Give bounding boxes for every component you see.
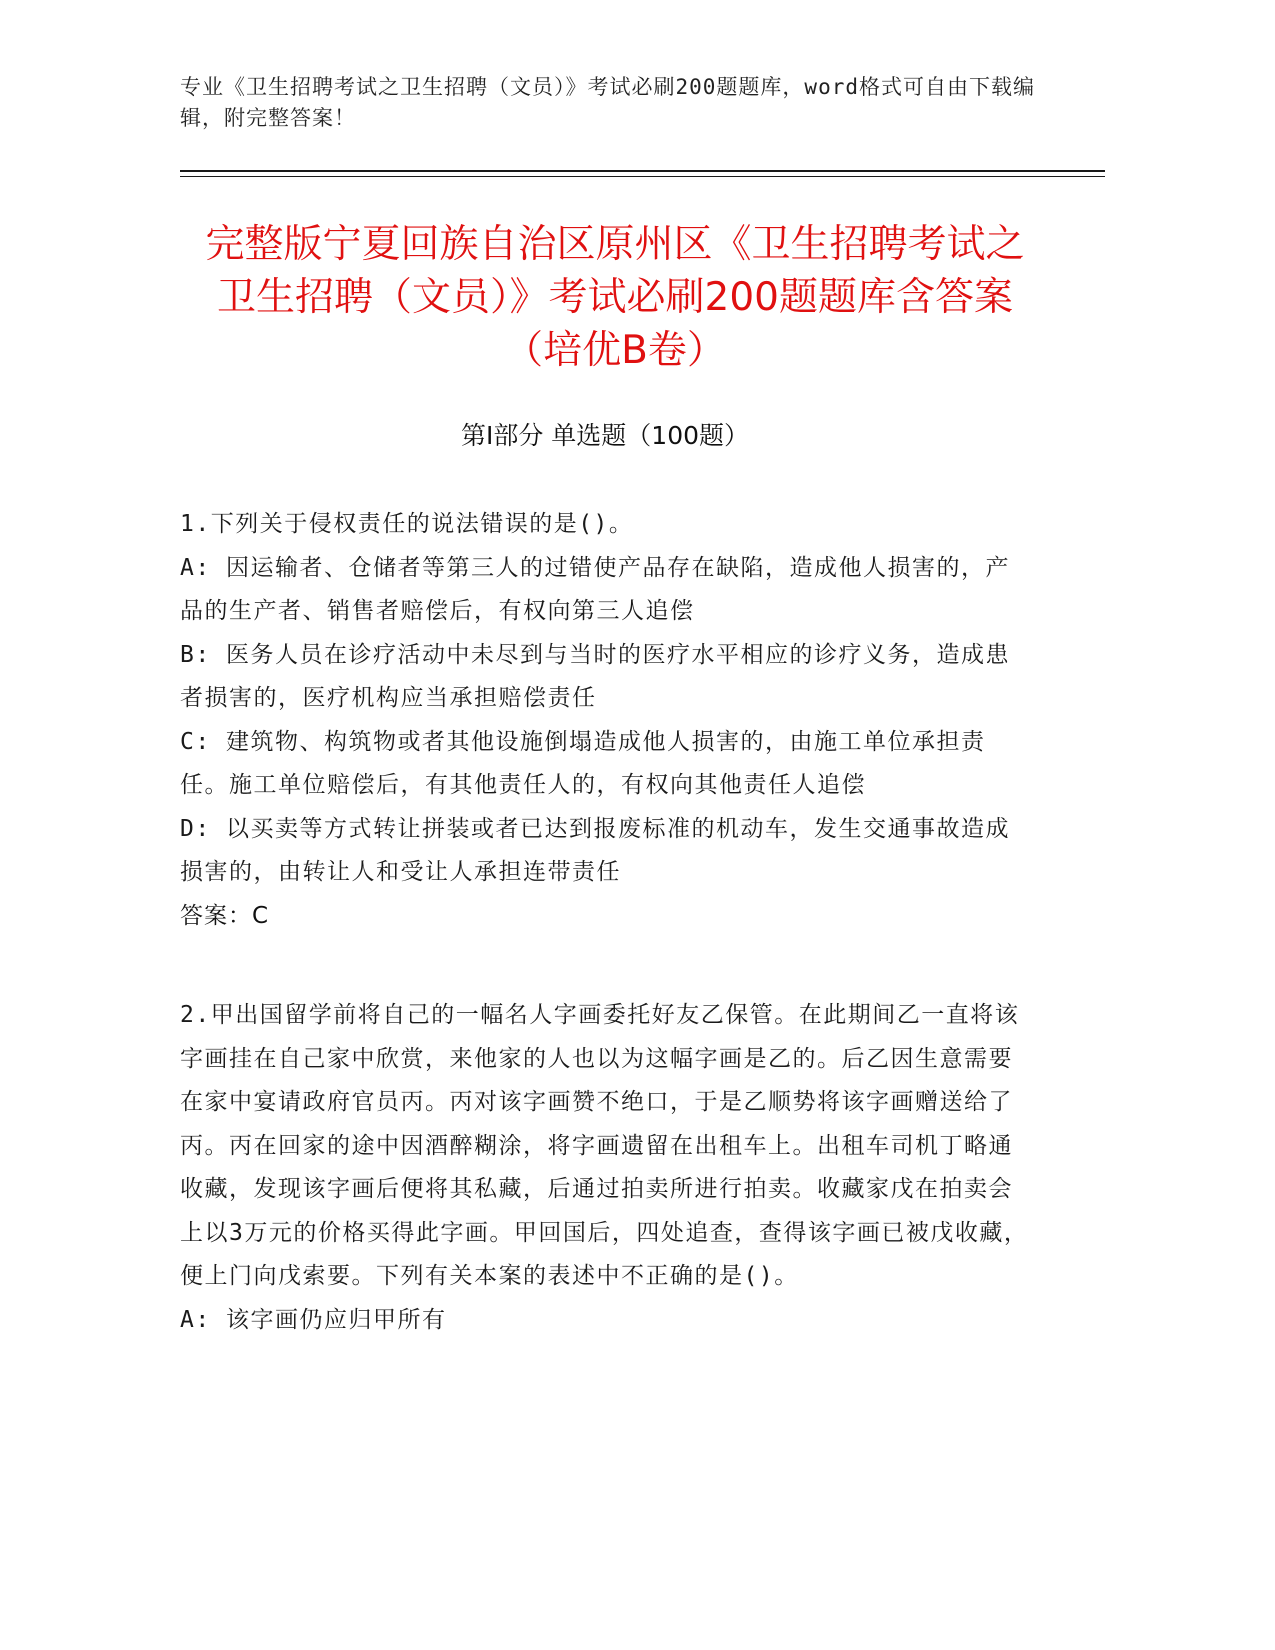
question-1: [180, 503, 1030, 938]
section-heading: 第Ⅰ部分 单选题（100题）: [460, 421, 750, 450]
answer-line: 答案：C: [180, 902, 270, 929]
question-stem: 1.下列关于侵权责任的说法错误的是()。: [180, 511, 634, 537]
option-a: A: 因运输者、仓储者等第三人的过错使产品存在缺陷，造成他人损害的，产品的生产者、销售者赔偿后，有权向第三人追偿: [180, 554, 1011, 624]
header-note: 专业《卫生招聘考试之卫生招聘（文员）》考试必刷200题题库，word格式可自由下载编辑，附完整答案！: [180, 75, 1035, 130]
option-b: B: 医务人员在诊疗活动中未尽到与当时的医疗水平相应的诊疗义务，造成患者损害的，医疗机构应当承担赔偿责任: [180, 641, 1011, 711]
header-divider-thin: [180, 176, 1105, 177]
question-list: [180, 503, 1030, 1398]
document-title: 完整版宁夏回族自治区原州区《卫生招聘考试之卫生招聘（文员）》考试必刷200题题库含答案（培优B卷）: [205, 222, 1025, 373]
question-stem: 2.甲出国留学前将自己的一幅名人字画委托好友乙保管。在此期间乙一直将该字画挂在自己家中欣赏，来他家的人也以为这幅字画是乙的。后乙因生意需要在家中宴请政府官员丙。丙对该字画赞不绝口，于是乙顺势将该字画赠送给了丙。丙在回家的途中因酒醉糊涂，将字画遗留在出租车上。出租车司机丁略通收藏，发现该字画后便将其私藏，后通过拍卖所进行拍卖。收藏家戊在拍卖会上以3万元的价格买得此字画。甲回国后，四处追查，查得该字画已被戊收藏，便上门向戊索要。下列有关本案的表述中不正确的是()。: [180, 1002, 1029, 1289]
option-a: A: 该字画仍应归甲所有: [180, 1306, 447, 1333]
header-divider-thick: [180, 170, 1105, 172]
question-2: [180, 994, 1030, 1342]
option-d: D: 以买卖等方式转让拼装或者已达到报废标准的机动车，发生交通事故造成损害的，由转让人和受让人承担连带责任: [180, 815, 1011, 885]
option-c: C: 建筑物、构筑物或者其他设施倒塌造成他人损害的，由施工单位承担责任。施工单位赔偿后，有其他责任人的，有权向其他责任人追偿: [180, 728, 986, 798]
